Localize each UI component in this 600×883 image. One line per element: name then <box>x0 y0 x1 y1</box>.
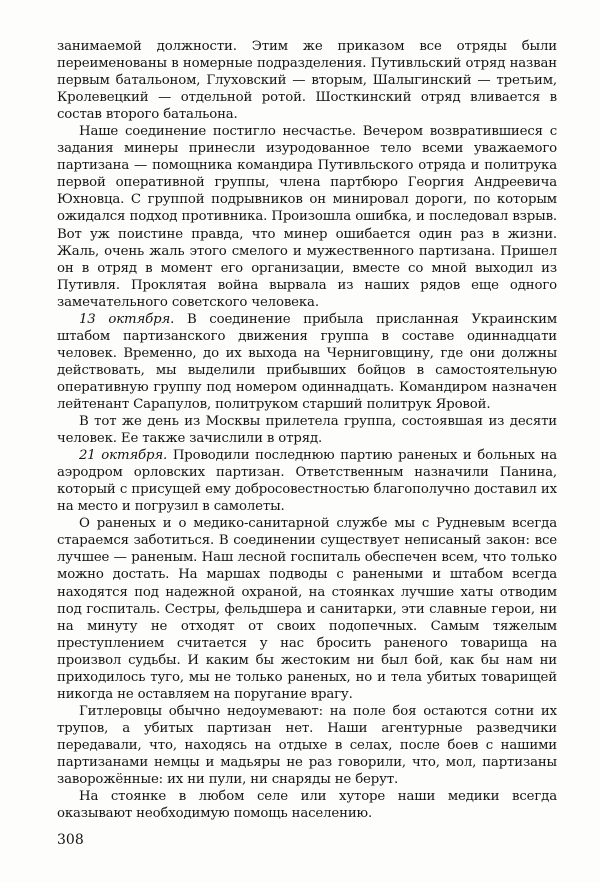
paragraph <box>57 515 557 703</box>
paragraph <box>57 447 557 515</box>
paragraph <box>57 703 557 788</box>
paragraph-text: Проводили последнюю партию раненых и больных на аэродром орловских партизан. Ответственным назначили Панина, который с присущей ему добросовестностью благополучно доставил их на место и погрузил в самолеты. <box>57 448 558 515</box>
page-body <box>57 38 557 822</box>
paragraph-text: На стоянке в любом селе или хуторе наши медики всегда оказывают необходимую помощь населению. <box>57 789 557 822</box>
paragraph-text: В соединение прибыла присланная Украинским штабом партизанского движения группа в составе одиннадцати человек. Временно, до их выхода на Черниговщину, где они должны действовать, мы выделили прибывших бойцов в самостоятельную оперативную группу под номером одиннадцать. Командиром назначен лейтенант Сарапулов, политруком старший политрук Яровой. <box>57 311 558 412</box>
paragraph <box>57 788 557 822</box>
paragraph <box>57 38 557 123</box>
paragraph-text: Наше соединение постигло несчастье. Вечером возвратившиеся с задания минеры принесли изуродованное тело всеми уважаемого партизана — помощника командира Путивльского отряда и политрука первой оперативной группы, члена партбюро Георгия Андреевича Юхновца. С группой подрывников он минировал дороги, по которым ожидался подход противника. Произошла ошибка, и последовал взрыв. Вот уж поистине правда, что минер ошибается один раз в жизни. Жаль, очень жаль этого смелого и мужественного партизана. Пришел он в отряд в момент его организации, вместе со мной выходил из Путивля. Проклятая война вырвала из наших рядов еще одного замечательного советского человека. <box>57 124 557 310</box>
paragraph <box>57 311 557 413</box>
date-label: 21 октября. <box>79 448 168 464</box>
paragraph-text: Гитлеровцы обычно недоумевают: на поле боя остаются сотни их трупов, а убитых партизан нет. Наши агентурные разведчики передавали, что, находясь на отдыхе в селах, после боев с нашими партизанами немцы и мадьяры не раз говорили, что, мол, партизаны заворожённые: их ни пули, ни снаряды не берут. <box>57 703 557 788</box>
paragraph-text: В тот же день из Москвы прилетела группа, состоявшая из десяти человек. Ее также зачислили в отряд. <box>57 414 557 447</box>
paragraph-text: О раненых и о медико-санитарной службе мы с Рудневым всегда стараемся заботиться. В соединении существует неписаный закон: все лучшее — раненым. Наш лесной госпиталь обеспечен всем, что только можно достать. На маршах подводы с ранеными и штабом всегда находятся под надежной охраной, на стоянках лучшие хаты отводим под госпиталь. Сестры, фельдшера и санитарки, эти славные герои, ни на минуту не отходят от своих подопечных. Самым тяжелым преступлением считается у нас бросить раненого товарища на произвол судьбы. И каким бы жестоким ни был бой, как бы нам ни приходилось туго, мы не только раненых, но и тела убитых товарищей никогда не оставляем на поругание врагу. <box>57 516 557 702</box>
paragraph-text: занимаемой должности. Этим же приказом все отряды были переименованы в номерные подразделения. Путивльский отряд назван первым батальоном, Глуховский — вторым, Шалыгинский — третьим, Кролевецкий — отдельной ротой. Шосткинский отряд вливается в состав второго батальона. <box>57 39 557 123</box>
date-label: 13 октября. <box>79 311 175 327</box>
paragraph <box>57 413 557 447</box>
paragraph <box>57 123 557 311</box>
page-number: 308 <box>57 832 84 848</box>
